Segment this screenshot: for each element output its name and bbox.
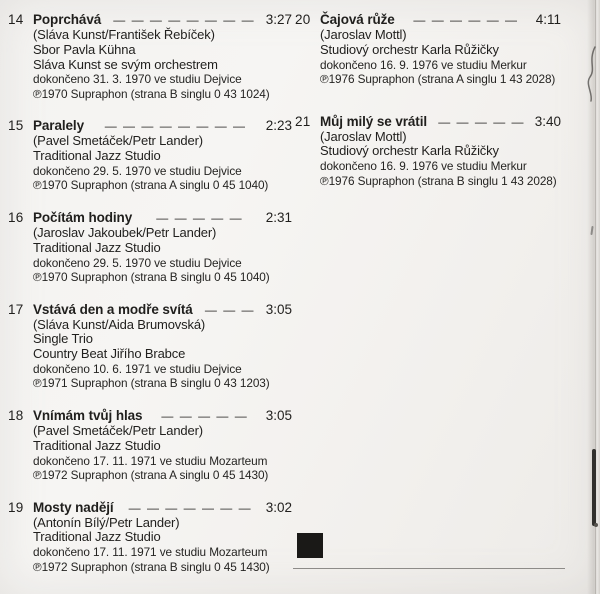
track-title-row <box>33 118 292 134</box>
track-title: Počítám hodiny <box>33 209 133 225</box>
track-performer: Sbor Pavla Kühna <box>33 41 136 57</box>
track-performer: Traditional Jazz Studio <box>33 529 161 545</box>
track-completed: dokončeno 16. 9. 1976 ve studiu Merkur <box>320 57 527 72</box>
track-performer: Traditional Jazz Studio <box>33 148 161 164</box>
track-credits: (Pavel Smetáček/Petr Lander) <box>33 422 203 438</box>
track-item-15 <box>8 118 292 193</box>
track-performer: Sláva Kunst se svým orchestrem <box>33 56 218 72</box>
leader-dashes: — — — — — <box>156 210 242 225</box>
leader-dashes: — — — — — — — <box>128 500 251 515</box>
track-completed: dokončeno 10. 6. 1971 ve studiu Dejvice <box>33 361 242 376</box>
track-completed: dokončeno 16. 9. 1976 ve studiu Merkur <box>320 159 527 174</box>
track-credits: (Jaroslav Mottl) <box>320 128 407 144</box>
track-title-row <box>33 302 292 318</box>
track-completed: dokončeno 17. 11. 1971 ve studiu Mozarteum <box>33 453 268 468</box>
track-number: 18 <box>8 407 24 423</box>
track-number: 17 <box>8 301 24 317</box>
track-item-14 <box>8 12 292 101</box>
scan-edge-dot <box>594 523 598 527</box>
track-item-20 <box>295 12 561 87</box>
track-number: 16 <box>8 209 24 225</box>
track-performer: Single Trio <box>33 331 93 347</box>
track-title: Vstává den a modře svítá <box>33 301 193 317</box>
track-publisher: ℗1970 Supraphon (strana A singlu 0 45 1040) <box>33 178 269 193</box>
printed-black-square <box>297 533 323 558</box>
track-completed: dokončeno 29. 5. 1970 ve studiu Dejvice <box>33 255 242 270</box>
leader-dashes: — — — — — — — — <box>113 13 254 27</box>
track-number: 15 <box>8 118 24 134</box>
track-duration: 2:31 <box>265 209 292 225</box>
track-title-row <box>33 210 292 226</box>
track-title-row <box>320 114 561 130</box>
track-publisher: ℗1971 Supraphon (strana B singlu 0 43 1203) <box>33 376 270 391</box>
track-completed: dokončeno 31. 3. 1970 ve studiu Dejvice <box>33 72 242 87</box>
track-item-17 <box>8 302 292 391</box>
track-publisher: ℗1970 Supraphon (strana B singlu 0 45 1040) <box>33 270 270 285</box>
track-item-19 <box>8 500 292 575</box>
track-publisher: ℗1976 Supraphon (strana B singlu 1 43 2028) <box>320 173 557 188</box>
track-performer: Studiový orchestr Karla Růžičky <box>320 41 499 57</box>
track-title-row <box>33 12 292 28</box>
track-publisher: ℗1976 Supraphon (strana A singlu 1 43 2028) <box>320 72 556 87</box>
leader-dashes: — — — — — <box>161 408 247 423</box>
scan-edge-mark <box>583 45 598 108</box>
track-performer: Traditional Jazz Studio <box>33 437 161 453</box>
track-item-21 <box>295 114 561 189</box>
track-duration: 3:05 <box>265 407 292 423</box>
track-title-row <box>320 12 561 28</box>
tracklist-column-left <box>8 12 292 574</box>
track-credits: (Jaroslav Jakoubek/Petr Lander) <box>33 224 217 240</box>
tracklist-column-right <box>295 12 561 574</box>
track-title: Vnímám tvůj hlas <box>33 407 143 423</box>
track-completed: dokončeno 17. 11. 1971 ve studiu Mozarteum <box>33 545 268 560</box>
track-duration: 3:27 <box>265 12 292 27</box>
track-duration: 3:40 <box>534 113 561 129</box>
track-credits: (Antonín Bílý/Petr Lander) <box>33 514 180 530</box>
track-item-16 <box>8 210 292 285</box>
track-title: Čajová růže <box>320 12 395 27</box>
track-title: Mosty nadějí <box>33 499 114 515</box>
scan-edge-dark-bar <box>592 449 596 526</box>
horizontal-rule <box>293 568 565 569</box>
track-number: 20 <box>295 12 311 27</box>
track-number: 14 <box>8 12 24 27</box>
track-title: Paralely <box>33 118 84 134</box>
leader-dashes: — — — — — — <box>413 13 518 27</box>
track-duration: 2:23 <box>265 118 292 134</box>
leader-dashes: — — — — — <box>438 114 524 129</box>
track-performer: Traditional Jazz Studio <box>33 239 161 255</box>
track-publisher: ℗1972 Supraphon (strana A singlu 0 45 1430) <box>33 468 269 483</box>
track-title: Poprchává <box>33 12 102 27</box>
track-duration: 3:02 <box>265 499 292 515</box>
track-credits: (Pavel Smetáček/Petr Lander) <box>33 133 203 149</box>
track-credits: (Jaroslav Mottl) <box>320 27 407 42</box>
track-performer: Country Beat Jiřího Brabce <box>33 346 186 362</box>
track-credits: (Sláva Kunst/Aida Brumovská) <box>33 316 206 332</box>
track-publisher: ℗1972 Supraphon (strana B singlu 0 45 1430) <box>33 559 270 574</box>
track-item-18 <box>8 408 292 483</box>
track-title-row <box>33 500 292 516</box>
track-completed: dokončeno 29. 5. 1970 ve studiu Dejvice <box>33 163 242 178</box>
track-number: 21 <box>295 113 311 129</box>
track-title-row <box>33 408 292 424</box>
track-performer: Studiový orchestr Karla Růžičky <box>320 143 499 159</box>
track-title: Můj milý se vrátil <box>320 113 427 129</box>
leader-dashes: — — — <box>204 302 254 317</box>
track-credits: (Sláva Kunst/František Řebíček) <box>33 27 215 42</box>
track-number: 19 <box>8 499 24 515</box>
track-duration: 4:11 <box>535 12 561 27</box>
track-publisher: ℗1970 Supraphon (strana B singlu 0 43 1024) <box>33 86 270 101</box>
track-duration: 3:05 <box>265 301 292 317</box>
leader-dashes: — — — — — — — — <box>104 119 246 134</box>
